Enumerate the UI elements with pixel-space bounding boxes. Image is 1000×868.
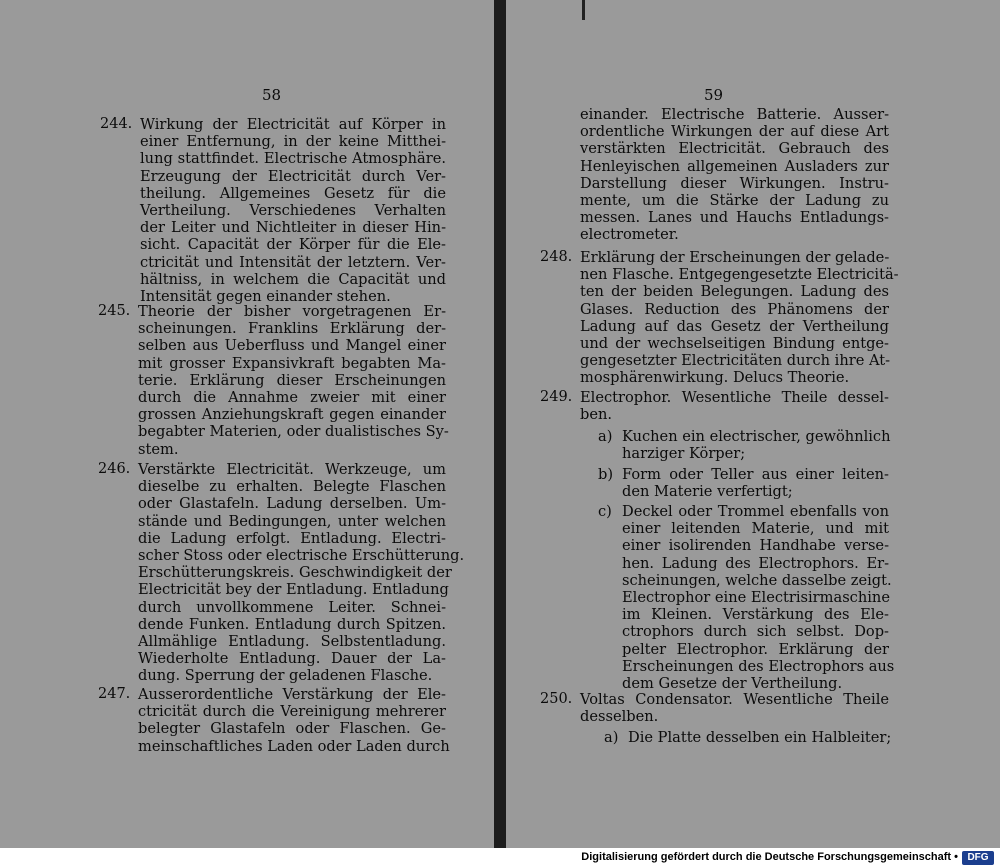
text-line: pelter Electrophor. Erklärung der <box>622 640 889 658</box>
entry-249 <box>540 389 889 424</box>
text-line: ben. <box>580 406 613 424</box>
text-line: selben aus Ueberfluss und Mangel einer <box>138 337 446 355</box>
text-line: ordentliche Wirkungen der auf diese Art <box>580 123 889 141</box>
sub-item-250-a <box>604 729 892 746</box>
entry-number: 250. <box>540 691 573 707</box>
entry-number: 244. <box>100 116 133 132</box>
text-line: scheinungen. Franklins Erklärung der- <box>138 320 446 338</box>
text-line: Darstellung dieser Wirkungen. Instru- <box>580 174 889 192</box>
text-line: den Materie verfertigt; <box>622 483 793 501</box>
text-line: durch die Annahme zweier mit einer <box>138 389 446 407</box>
text-line: verstärkten Electricität. Gebrauch des <box>580 140 889 158</box>
text-line: Verstärkte Electricität. Werkzeuge, um <box>138 461 446 478</box>
digitization-footer <box>0 848 1000 868</box>
text-line: durch unvollkommene Leiter. Schnei- <box>138 598 446 616</box>
text-line: desselben. <box>580 708 659 726</box>
text-line: Ladung auf das Gesetz der Vertheilung <box>580 317 889 335</box>
text-line: scheinungen, welche dasselbe zeigt. <box>622 571 892 589</box>
page-edge-mark <box>582 0 585 20</box>
text-line: die Ladung erfolgt. Entladung. Electri- <box>138 529 446 547</box>
text-line: lung stattfindet. Electrische Atmosphäre. <box>140 150 446 168</box>
sub-item-label: c) <box>598 503 612 520</box>
text-line: messen. Lanes und Hauchs Entladungs- <box>580 209 889 227</box>
text-line: Erscheinungen des Electrophors aus <box>622 657 895 675</box>
entry-244 <box>100 116 446 306</box>
text-line: dieselbe zu erhalten. Belegte Flaschen <box>138 478 446 496</box>
text-line: mit grosser Expansivkraft begabten Ma- <box>138 354 446 372</box>
sub-item-a <box>598 428 891 463</box>
text-line: Henleyischen allgemeinen Ausladers zur <box>580 157 889 175</box>
text-line: begabter Materien, oder dualistisches Sy- <box>138 423 449 441</box>
text-line: oder Glastafeln. Ladung derselben. Um- <box>138 495 446 513</box>
text-line: theilung. Allgemeines Gesetz für die <box>140 184 446 202</box>
dfg-logo: DFG <box>962 851 994 865</box>
entry-number: 245. <box>98 303 131 319</box>
page-number-right: 59 <box>704 86 724 104</box>
text-line: electrometer. <box>580 226 679 244</box>
text-line: mosphärenwirkung. Delucs Theorie. <box>580 369 850 387</box>
text-line: belegter Glastafeln oder Flaschen. Ge- <box>138 720 446 738</box>
text-line: einer leitenden Materie, und mit <box>622 520 889 538</box>
text-line: hen. Ladung des Electrophors. Er- <box>622 554 889 572</box>
text-line: ctricität durch die Vereinigung mehrerer <box>138 703 446 721</box>
text-line: stände und Bedingungen, unter welchen <box>138 512 446 530</box>
text-line: meinschaftliches Laden oder Laden durch <box>138 737 450 755</box>
book-gutter <box>494 0 506 848</box>
text-line: Ausserordentliche Verstärkung der Ele- <box>138 686 446 703</box>
text-line: Erklärung der Erscheinungen der gelade- <box>580 249 890 266</box>
text-line: ctricität und Intensität der letztern. Ver- <box>140 253 446 271</box>
text-line: gengesetzter Electricitäten durch ihre At- <box>580 352 891 370</box>
page-number-left: 58 <box>262 86 282 104</box>
entry-number: 247. <box>98 686 131 702</box>
text-line: Erzeugung der Electricität durch Ver- <box>140 167 446 185</box>
text-line: grossen Anziehungskraft gegen einander <box>138 406 446 424</box>
text-line: dende Funken. Entladung durch Spitzen. <box>138 615 446 633</box>
entry-246 <box>98 461 465 685</box>
text-line: der Leiter und Nichtleiter in dieser Hin- <box>140 219 446 237</box>
text-line: stem. <box>138 440 179 458</box>
text-line: Intensität gegen einander stehen. <box>140 288 391 306</box>
text-line: Vertheilung. Verschiedenes Verhalten <box>140 202 446 220</box>
text-line: einer Entfernung, in der keine Mitthei- <box>140 133 446 151</box>
text-line: Kuchen ein electrischer, gewöhnlich <box>622 428 891 445</box>
text-line: Electrophor eine Electrisirmaschine <box>622 589 890 607</box>
text-line: harziger Körper; <box>622 445 746 463</box>
footer-credit: Digitalisierung gefördert durch die Deutsche Forschungsgemeinschaft • <box>581 851 958 863</box>
text-line: im Kleinen. Verstärkung des Ele- <box>622 606 889 624</box>
entry-number: 246. <box>98 461 131 477</box>
entry-247 <box>98 686 450 755</box>
text-line: terie. Erklärung dieser Erscheinungen <box>138 371 446 389</box>
text-line: dung. Sperrung der geladenen Flasche. <box>138 667 433 685</box>
sub-item-label: b) <box>598 466 614 483</box>
text-line: scher Stoss oder electrische Erschütterung. <box>138 547 465 565</box>
text-line: hältniss, in welchem die Capacität und <box>140 270 446 288</box>
text-line: dem Gesetze der Vertheilung. <box>622 675 843 693</box>
text-line: nen Flasche. Entgegengesetzte Electricitä- <box>580 266 899 284</box>
text-line: einer isolirenden Handhabe verse- <box>622 537 889 555</box>
entry-250 <box>540 691 889 726</box>
sub-item-c <box>598 503 895 693</box>
text-line: mente, um die Stärke der Ladung zu <box>580 192 889 210</box>
text-line: ctrophors durch sich selbst. Dop- <box>622 623 889 641</box>
text-line: Electricität bey der Entladung. Entladung <box>138 581 449 599</box>
text-line: Form oder Teller aus einer leiten- <box>622 466 889 483</box>
text-line: einander. Electrische Batterie. Ausser- <box>580 106 889 123</box>
entry-248 <box>540 249 899 387</box>
text-line: Allmählige Entladung. Selbstentladung. <box>138 633 446 651</box>
text-line: Wirkung der Electricität auf Körper in <box>140 116 446 133</box>
text-line: Wiederholte Entladung. Dauer der La- <box>138 650 446 668</box>
entry-number: 248. <box>540 249 573 265</box>
text-line: ten der beiden Belegungen. Ladung des <box>580 283 889 301</box>
text-line: Theorie der bisher vorgetragenen Er- <box>138 303 446 320</box>
text-line: Erschütterungskreis. Geschwindigkeit der <box>138 564 452 582</box>
sub-item-label: a) <box>598 428 613 445</box>
text-line: und der wechselseitigen Bindung entge- <box>580 335 889 353</box>
text-line: Voltas Condensator. Wesentliche Theile <box>580 691 889 708</box>
continuation-247 <box>580 106 889 244</box>
sub-item-b <box>598 466 889 501</box>
entry-number: 249. <box>540 389 573 405</box>
text-line: Deckel oder Trommel ebenfalls von <box>622 503 889 520</box>
sub-item-label: a) <box>604 729 619 746</box>
entry-245 <box>98 303 449 458</box>
text-line: Die Platte desselben ein Halbleiter; <box>628 729 892 746</box>
text-line: Glases. Reduction des Phänomens der <box>580 300 889 318</box>
text-line: Electrophor. Wesentliche Theile dessel- <box>580 389 889 406</box>
text-line: sicht. Capacität der Körper für die Ele- <box>140 236 446 254</box>
